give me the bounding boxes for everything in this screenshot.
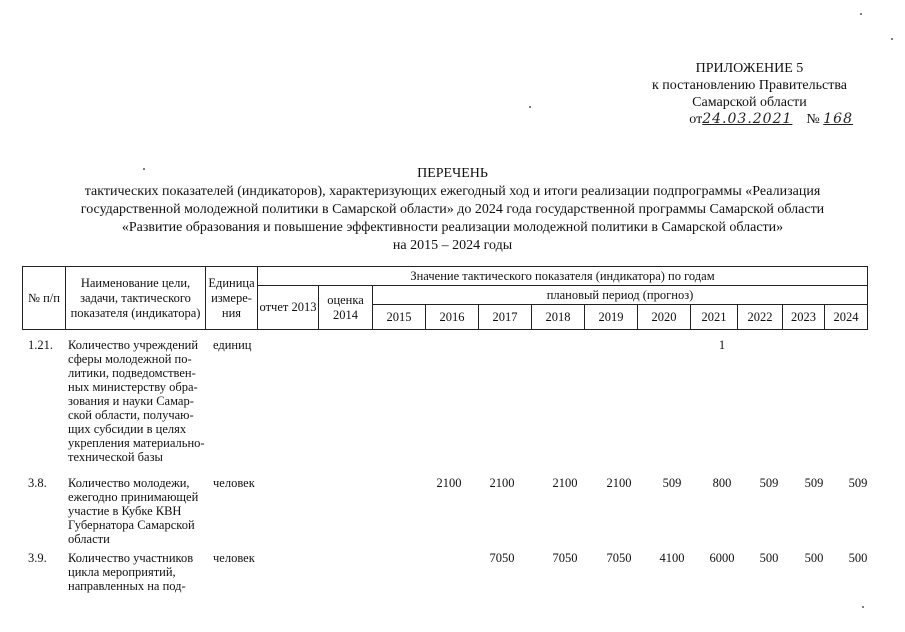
value-2018: 7050 [552, 551, 578, 565]
scan-speck [862, 606, 864, 608]
value-2021: 1 [718, 338, 726, 352]
header-plan-period: плановый период (прогноз) [373, 286, 868, 305]
value-2017: 7050 [489, 551, 515, 565]
value-2019: 7050 [606, 551, 632, 565]
value-2022: 509 [759, 476, 779, 490]
header-year-2020: 2020 [638, 305, 691, 330]
scan-speck [529, 106, 531, 108]
handwritten-number: 168 [823, 111, 853, 127]
row-unit: человек [213, 551, 255, 565]
header-estimate-2014: оценка 2014 [319, 286, 373, 330]
value-2020: 4100 [659, 551, 685, 565]
value-2024: 509 [848, 476, 868, 490]
value-2018: 2100 [552, 476, 578, 490]
header-values: Значение тактического показателя (индикатора) по годам [258, 267, 868, 286]
appendix-line-3: Самарской области [692, 95, 807, 110]
value-2016: 2100 [436, 476, 462, 490]
value-2023: 500 [804, 551, 824, 565]
document-title [0, 165, 905, 255]
header-year-2017: 2017 [479, 305, 532, 330]
handwritten-date: 24.03.2021 [702, 111, 793, 127]
appendix-signature-line [658, 111, 853, 128]
header-unit: Единица измере- ния [206, 267, 258, 330]
title-line-1: ПЕРЕЧЕНЬ [417, 166, 488, 181]
header-year-2023: 2023 [783, 305, 825, 330]
indicator-table-header [22, 266, 868, 330]
row-number: 3.9. [28, 551, 47, 565]
scan-speck [860, 13, 862, 15]
header-year-2018: 2018 [532, 305, 585, 330]
header-year-2016: 2016 [426, 305, 479, 330]
row-unit: человек [213, 476, 255, 490]
scan-speck [143, 168, 145, 170]
title-line-2: тактических показателей (индикаторов), характеризующих ежегодный ход и итоги реализации подпрограммы «Реализация [84, 184, 821, 199]
title-line-3: государственной молодежной политики в Самарской области» до 2024 года государственной программы Самарской области [80, 202, 825, 217]
value-2024: 500 [848, 551, 868, 565]
value-2020: 509 [662, 476, 682, 490]
row-unit: единиц [213, 338, 252, 352]
value-2019: 2100 [606, 476, 632, 490]
row-name: Количество участников цикла мероприятий, направленных на под- [68, 551, 194, 593]
row-number: 1.21. [28, 338, 53, 352]
appendix-line-2: к постановлению Правительства [651, 78, 847, 93]
header-year-2021: 2021 [691, 305, 738, 330]
value-2017: 2100 [489, 476, 515, 490]
number-prefix: № [806, 112, 820, 127]
row-name: Количество молодежи, ежегодно принимающей участие в Кубке КВН Губернатора Самарской области [68, 476, 199, 546]
header-num: № п/п [23, 267, 66, 330]
header-year-2024: 2024 [825, 305, 868, 330]
header-year-2015: 2015 [373, 305, 426, 330]
appendix-header [651, 60, 853, 128]
value-2022: 500 [759, 551, 779, 565]
title-line-5: на 2015 – 2024 годы [392, 238, 513, 253]
row-number: 3.8. [28, 476, 47, 490]
value-2021: 6000 [709, 551, 735, 565]
value-2021: 800 [712, 476, 732, 490]
header-name: Наименование цели, задачи, тактического показателя (индикатора) [66, 267, 206, 330]
title-line-4: «Развитие образования и повышение эффективности реализации молодежной политики в Самарской области» [121, 220, 784, 235]
from-prefix: от [689, 112, 703, 127]
value-2023: 509 [804, 476, 824, 490]
scan-speck [891, 38, 893, 40]
row-name: Количество учреждений сферы молодежной по- литики, подведомствен- ных министерству обра- зования и науки Самар- ской области, получаю- щих субсидии в целях укрепления материально- технической базы [68, 338, 205, 464]
header-year-2019: 2019 [585, 305, 638, 330]
header-report-2013: отчет 2013 [258, 286, 319, 330]
appendix-title: ПРИЛОЖЕНИЕ 5 [695, 61, 804, 76]
header-year-2022: 2022 [738, 305, 783, 330]
